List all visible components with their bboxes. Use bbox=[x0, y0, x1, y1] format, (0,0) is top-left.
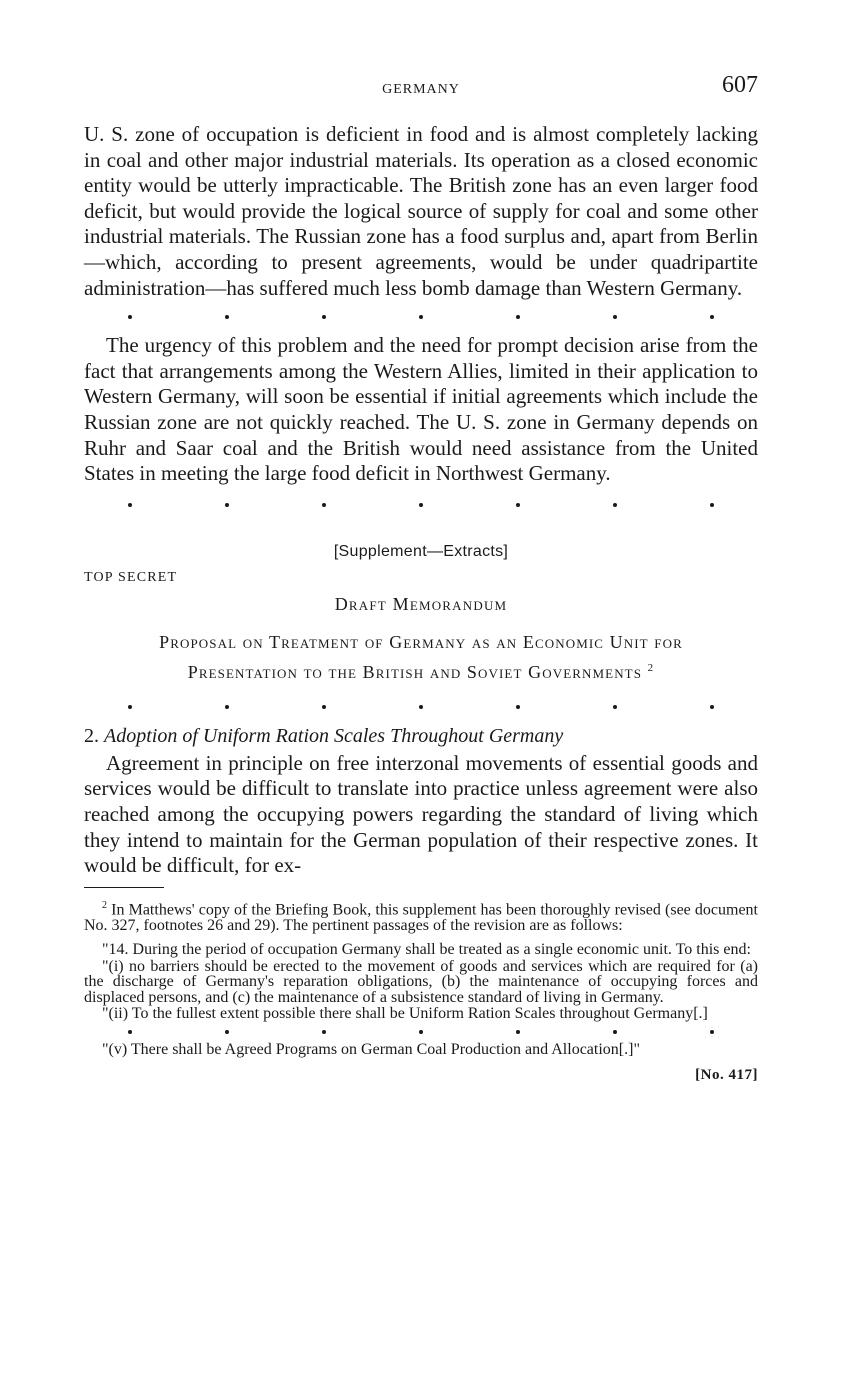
paragraph-zone-deficits: U. S. zone of occupation is deficient in food and is almost completely lacking in coal and other major industrial materials. Its operation as a closed economic entity would be utterly impracticable. The British zone has an even larger food deficit, but would provide the logical source of supply for coal and some other industrial materials. The Russian zone has a food surplus and, apart from Berlin—which, according to present agreements, would be under quadripartite administration—has suffered much less bomb damage than Western Germany. bbox=[84, 122, 758, 300]
document-heading-line-1: Proposal on Treatment of Germany as an Economic Unit for bbox=[159, 631, 683, 652]
section-title: Adoption of Uniform Ration Scales Throughout Germany bbox=[104, 724, 564, 747]
section-heading bbox=[84, 723, 758, 749]
document-heading-line-2 bbox=[84, 655, 758, 685]
footnote-quote-i: "(i) no barriers should be erected to the movement of goods and services which are required for (a) the discharge of Germany's reparation obligations, (b) the maintenance of occupying forces and displaced persons, and (c) the maintenance of a subsistence standard of living in Germany. bbox=[84, 957, 758, 1006]
ellipsis-divider bbox=[84, 1030, 758, 1034]
section-number: 2. bbox=[84, 724, 99, 747]
document-page bbox=[84, 70, 758, 1084]
paragraph-urgency: The urgency of this problem and the need for prompt decision arise from the fact that arrangements among the Western Allies, limited in their application to Western Germany, will soon be essential if initial agreements which include the Russian zone are not quickly reached. The U. S. zone in Germany depends on Ruhr and Saar coal and the British would need assistance from the United States in meeting the large food deficit in Northwest Germany. bbox=[84, 333, 758, 486]
footnote-intro bbox=[84, 898, 758, 933]
classification-marking: TOP SECRET bbox=[84, 569, 178, 585]
running-head bbox=[84, 70, 758, 110]
paragraph-ration-scales: Agreement in principle on free interzonal movements of essential goods and services would be difficult to translate into practice unless agreement were also reached among the occupying powers regarding the standard of living which they intend to maintain for the German population of their respective zones. It would be difficult, for ex- bbox=[84, 750, 758, 878]
footnote-quote-v: "(v) There shall be Agreed Programs on German Coal Production and Allocation[.]" bbox=[102, 1040, 640, 1058]
supplement-heading: [Supplement—Extracts] bbox=[333, 542, 509, 560]
document-heading bbox=[84, 629, 758, 685]
running-head-title: GERMANY bbox=[382, 82, 460, 97]
document-title: Draft Memorandum bbox=[334, 593, 508, 614]
footnote-reference: 2 bbox=[647, 661, 655, 674]
ellipsis-divider bbox=[84, 503, 758, 507]
ellipsis-divider bbox=[84, 315, 758, 319]
page-number: 607 bbox=[722, 72, 758, 98]
footnote-intro-text: In Matthews' copy of the Briefing Book, this supplement has been thoroughly revised (see document No. 327, footnotes 26 and 29). The pertinent passages of the revision are as follows: bbox=[84, 901, 759, 934]
footnote-rule bbox=[84, 887, 164, 888]
document-number: [No. 417] bbox=[695, 1067, 758, 1084]
footnote-marker: 2 bbox=[102, 899, 107, 911]
ellipsis-divider bbox=[84, 705, 758, 709]
footnote-quote-ii: "(ii) To the fullest extent possible there shall be Uniform Ration Scales throughout Germany[.] bbox=[102, 1005, 708, 1023]
document-heading-line-2-text: Presentation to the British and Soviet Governments bbox=[187, 661, 643, 682]
footnote-quote-14: "14. During the period of occupation Germany shall be treated as a single economic unit. To this end: bbox=[102, 941, 751, 959]
